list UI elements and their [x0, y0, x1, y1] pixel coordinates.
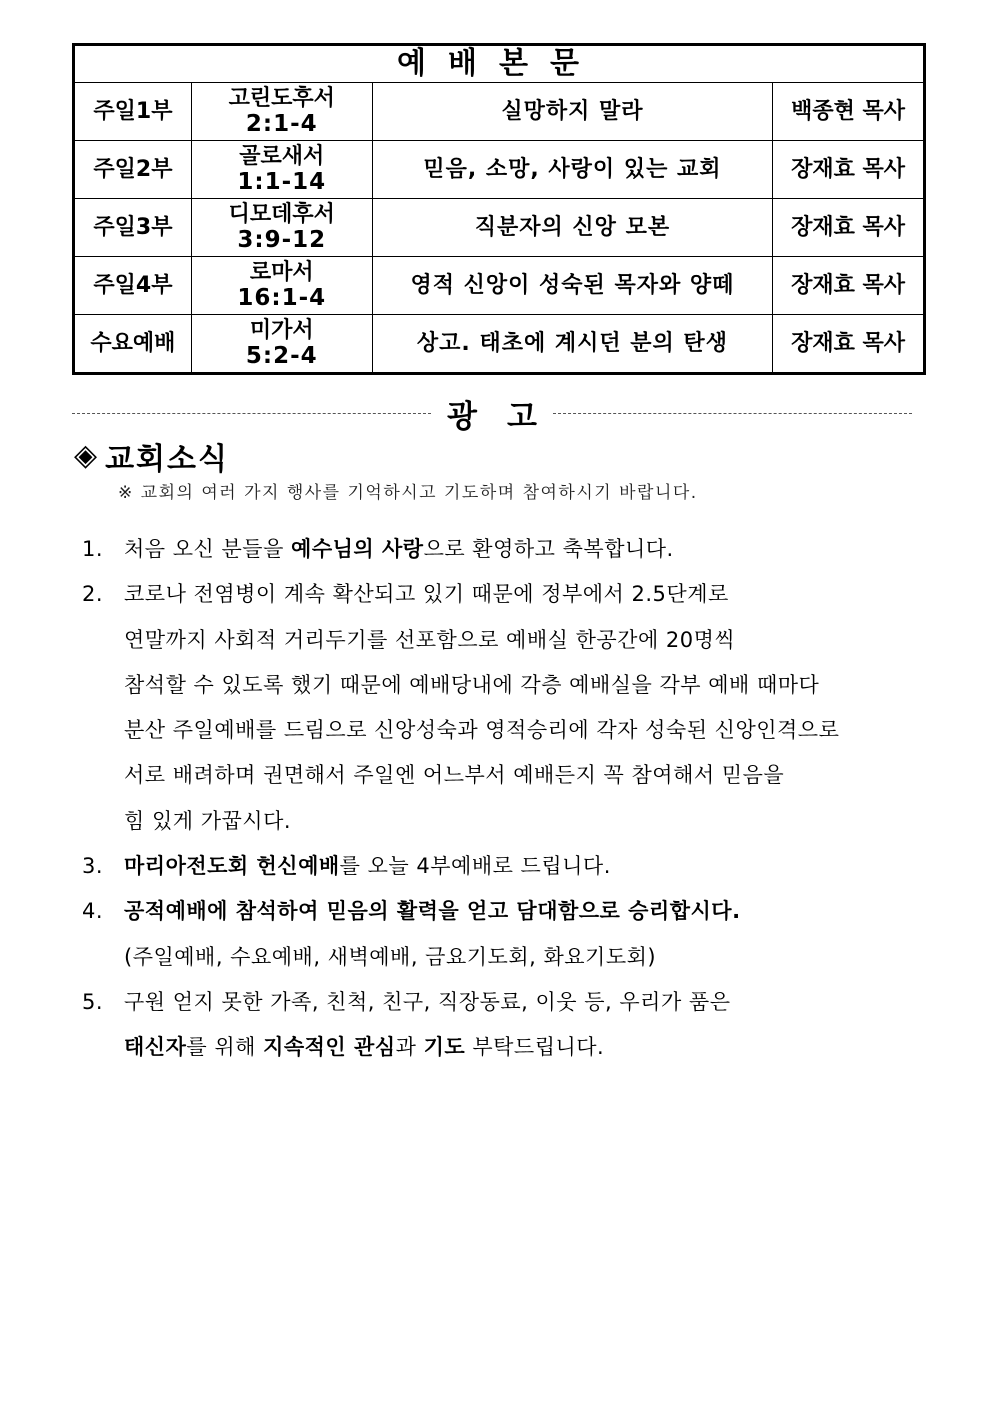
scripture-reference	[191, 83, 372, 141]
scripture-book: 디모데후서	[228, 201, 335, 227]
dashed-divider	[72, 413, 431, 414]
item-number: 5.	[82, 989, 104, 1014]
bold-text: 지속적인 관심	[263, 1035, 396, 1060]
sermon-title: 영적 신앙이 성숙된 목자와 양떼	[372, 257, 772, 315]
worship-scripture-table	[72, 43, 926, 375]
service-name: 수요예배	[74, 315, 192, 374]
pastor-name: 장재효 목사	[773, 141, 925, 199]
text-run: 를 위해	[186, 1035, 264, 1060]
service-name: 주일1부	[74, 83, 192, 141]
item-number: 2.	[82, 582, 104, 607]
item-number: 4.	[82, 899, 104, 924]
item-line: 분산 주일예배를 드림으로 신앙성숙과 영적승리에 각자 성숙된 신앙인격으로	[124, 718, 840, 743]
table-title: 예배본문	[74, 45, 925, 83]
sermon-title: 상고. 태초에 계시던 분의 탄생	[372, 315, 772, 374]
text-run: 를 오늘 4부예배로 드립니다.	[339, 854, 611, 879]
diamond-icon: ◈	[74, 438, 98, 473]
item-line: (주일예배, 수요예배, 새벽예배, 금요기도회, 화요기도회)	[124, 944, 657, 969]
scripture-verse: 3:9-12	[237, 226, 327, 253]
bold-text: 마리아전도회 헌신예배	[124, 854, 340, 879]
item-number: 3.	[82, 854, 104, 879]
text-run: 으로 환영하고 축복합니다.	[423, 537, 674, 561]
scripture-verse: 1:1-14	[237, 168, 327, 195]
item-line: 구원 얻지 못한 가족, 친척, 친구, 직장동료, 이웃 등, 우리가 품은	[124, 989, 731, 1014]
scripture-verse: 2:1-4	[245, 110, 318, 137]
section-note: ※ 교회의 여러 가지 행사를 기억하시고 기도하며 참여하시기 바랍니다.	[118, 483, 698, 503]
list-item	[82, 980, 882, 1071]
table-row	[74, 315, 925, 374]
scripture-book: 고린도후서	[228, 85, 335, 111]
table-row	[74, 83, 925, 141]
bold-text: 기도	[423, 1035, 466, 1060]
sermon-title: 실망하지 말라	[372, 83, 772, 141]
church-news-heading	[74, 436, 229, 476]
service-name: 주일2부	[74, 141, 192, 199]
scripture-book: 골로새서	[239, 143, 325, 169]
item-line	[124, 1025, 882, 1070]
bold-text: 예수님의 사랑	[291, 537, 424, 561]
list-item	[82, 527, 882, 572]
dashed-divider	[553, 413, 912, 414]
list-item	[82, 572, 882, 844]
announcements-header	[72, 395, 912, 435]
pastor-name: 장재효 목사	[773, 315, 925, 374]
pastor-name: 백종현 목사	[773, 83, 925, 141]
pastor-name: 장재효 목사	[773, 257, 925, 315]
scripture-verse: 16:1-4	[237, 284, 327, 311]
table-row	[74, 199, 925, 257]
list-item	[82, 889, 882, 980]
text-run: 처음 오신 분들을	[124, 537, 292, 561]
section-title: 교회소식	[105, 442, 229, 477]
table-row	[74, 257, 925, 315]
scripture-reference	[191, 315, 372, 374]
service-name: 주일4부	[74, 257, 192, 315]
scripture-reference	[191, 199, 372, 257]
item-line: 참석할 수 있도록 했기 때문에 예배당내에 각층 예배실을 각부 예배 때마다	[124, 672, 820, 697]
scripture-book: 미가서	[249, 317, 314, 343]
scripture-reference	[191, 141, 372, 199]
scripture-book: 로마서	[249, 259, 314, 285]
bold-text: 태신자	[124, 1035, 187, 1060]
text-run: 부탁드립니다.	[465, 1035, 605, 1060]
item-line: 연말까지 사회적 거리두기를 선포함으로 예배실 한공간에 20명씩	[124, 627, 736, 652]
table-row	[74, 141, 925, 199]
item-line: 공적예배에 참석하여 믿음의 활력을 얻고 담대함으로 승리합시다.	[124, 899, 741, 924]
item-line	[124, 527, 882, 572]
pastor-name: 장재효 목사	[773, 199, 925, 257]
item-line: 힘 있게 가꿉시다.	[124, 808, 292, 833]
item-line	[124, 844, 882, 889]
item-number: 1.	[82, 537, 104, 561]
announcements-title: 광고	[447, 398, 567, 435]
service-name: 주일3부	[74, 199, 192, 257]
list-item	[82, 844, 882, 889]
sermon-title: 믿음, 소망, 사랑이 있는 교회	[372, 141, 772, 199]
sermon-title: 직분자의 신앙 모본	[372, 199, 772, 257]
item-line: 서로 배려하며 권면해서 주일엔 어느부서 예배든지 꼭 참여해서 믿음을	[124, 763, 785, 788]
item-line: 코로나 전염병이 계속 확산되고 있기 때문에 정부에서 2.5단계로	[124, 582, 729, 607]
notice-list	[82, 527, 882, 1071]
text-run: 과	[395, 1035, 424, 1060]
scripture-reference	[191, 257, 372, 315]
scripture-verse: 5:2-4	[245, 342, 318, 369]
